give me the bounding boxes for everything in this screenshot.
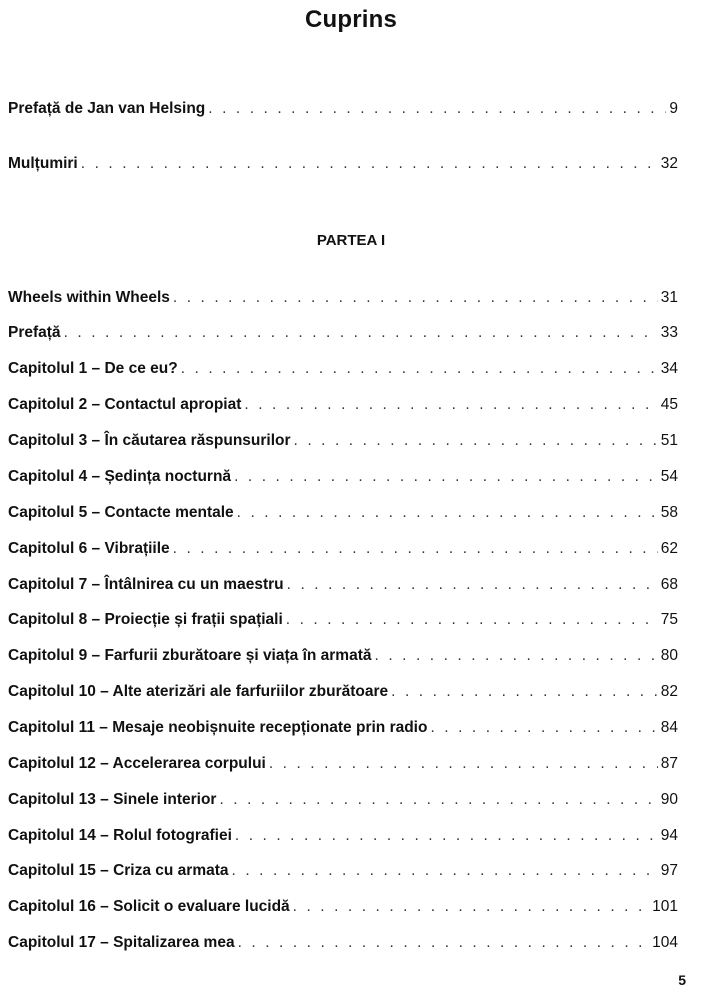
toc-entry-page: 9 [669, 100, 678, 117]
toc-entry-page: 34 [660, 360, 678, 377]
part-heading: PARTEA I [316, 232, 386, 249]
toc-entry[interactable] [8, 860, 678, 882]
dot-leader [430, 717, 657, 739]
toc-entry-title: Capitolul 4 – Ședința nocturnă [8, 468, 232, 485]
dot-leader [208, 98, 666, 120]
dot-leader [81, 153, 658, 175]
toc-entry-page: 32 [660, 155, 678, 172]
toc-entry-page: 94 [660, 827, 678, 844]
dot-leader [238, 932, 650, 954]
toc-entry-title: Prefață [8, 324, 61, 341]
toc-entry-page: 58 [660, 504, 678, 521]
toc-entry[interactable] [8, 98, 678, 120]
dot-leader [64, 322, 658, 344]
dot-leader [269, 753, 658, 775]
toc-entry[interactable] [8, 394, 678, 416]
dot-leader [181, 358, 658, 380]
toc-entry[interactable] [8, 430, 678, 452]
toc-entry-page: 84 [660, 719, 678, 736]
page-number: 5 [678, 972, 686, 988]
toc-entry[interactable] [8, 574, 678, 596]
toc-entry[interactable] [8, 825, 678, 847]
toc-entry-title: Capitolul 10 – Alte aterizări ale farfuriilor zburătoare [8, 683, 389, 700]
toc-entry-title: Capitolul 17 – Spitalizarea mea [8, 934, 235, 951]
toc-entry-title: Capitolul 16 – Solicit o evaluare lucidă [8, 898, 290, 915]
dot-leader [391, 681, 658, 703]
dot-leader [375, 645, 658, 667]
toc-entry-page: 82 [660, 683, 678, 700]
dot-leader [173, 538, 658, 560]
dot-leader [232, 860, 658, 882]
toc-entry[interactable] [8, 538, 678, 560]
dot-leader [287, 574, 658, 596]
toc-entry-title: Capitolul 12 – Accelerarea corpului [8, 755, 266, 772]
toc-entry-title: Wheels within Wheels [8, 289, 170, 306]
toc-entry[interactable] [8, 287, 678, 309]
toc-entry[interactable] [8, 645, 678, 667]
toc-entry-title: Capitolul 2 – Contactul apropiat [8, 396, 242, 413]
toc-entry-title: Mulțumiri [8, 155, 78, 172]
toc-entry-page: 80 [660, 647, 678, 664]
dot-leader [286, 609, 658, 631]
toc-entry[interactable] [8, 896, 678, 918]
toc-entry-title: Capitolul 3 – În căutarea răspunsurilor [8, 432, 291, 449]
toc-entry[interactable] [8, 681, 678, 703]
toc-entry-title: Prefață de Jan van Helsing [8, 100, 206, 117]
dot-leader [293, 896, 649, 918]
toc-entry-title: Capitolul 13 – Sinele interior [8, 791, 217, 808]
toc-entry[interactable] [8, 932, 678, 954]
toc-entry[interactable] [8, 609, 678, 631]
toc-entry-page: 75 [660, 611, 678, 628]
dot-leader [294, 430, 658, 452]
dot-leader [234, 466, 658, 488]
toc-entry-page: 90 [660, 791, 678, 808]
toc-entry-title: Capitolul 6 – Vibrațiile [8, 540, 170, 557]
toc-entry-page: 101 [652, 898, 678, 915]
toc-entry[interactable] [8, 153, 678, 175]
toc-entry[interactable] [8, 502, 678, 524]
toc-entry-page: 104 [652, 934, 678, 951]
toc-entry-title: Capitolul 15 – Criza cu armata [8, 862, 229, 879]
toc-entry-page: 51 [660, 432, 678, 449]
dot-leader [244, 394, 657, 416]
toc-entry[interactable] [8, 358, 678, 380]
dot-leader [235, 825, 658, 847]
dot-leader [173, 287, 658, 309]
toc-entry-page: 87 [660, 755, 678, 772]
toc-entry[interactable] [8, 753, 678, 775]
toc-entry-title: Capitolul 7 – Întâlnirea cu un maestru [8, 576, 284, 593]
toc-entry-title: Capitolul 11 – Mesaje neobișnuite recepționate prin radio [8, 719, 428, 736]
toc-entry-page: 54 [660, 468, 678, 485]
toc-entry-title: Capitolul 9 – Farfurii zburătoare și viața în armată [8, 647, 372, 664]
toc-entry-page: 97 [660, 862, 678, 879]
toc-entry[interactable] [8, 717, 678, 739]
dot-leader [237, 502, 658, 524]
toc-entry-page: 45 [660, 396, 678, 413]
toc-entry-page: 68 [660, 576, 678, 593]
toc-entry-page: 33 [660, 324, 678, 341]
toc-entry-title: Capitolul 14 – Rolul fotografiei [8, 827, 232, 844]
toc-entry[interactable] [8, 789, 678, 811]
page-title: Cuprins [304, 6, 398, 33]
toc-entry-title: Capitolul 5 – Contacte mentale [8, 504, 234, 521]
toc-entry-title: Capitolul 8 – Proiecție și frații spațiali [8, 611, 283, 628]
toc-entry[interactable] [8, 466, 678, 488]
toc-entry-page: 62 [660, 540, 678, 557]
dot-leader [219, 789, 657, 811]
toc-entry[interactable] [8, 322, 678, 344]
toc-entry-page: 31 [660, 289, 678, 306]
toc-entry-title: Capitolul 1 – De ce eu? [8, 360, 178, 377]
